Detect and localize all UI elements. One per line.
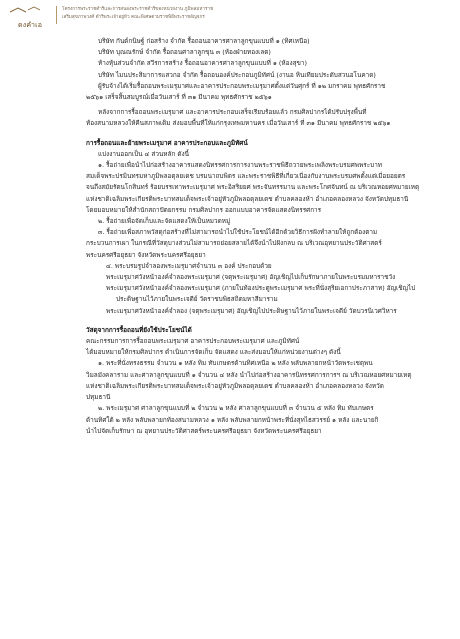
paragraph-line: พระนครศรีอยุธยา จังหวัดพระนครศรีอยุธยา — [86, 250, 206, 259]
paragraph-line: สมเด็จพระปรมินทรมหาภูมิพลอดุลยเดช บรมนาถบพิตร และพระราชพิธีที่เกี่ยวเนื่องกับงานพระบรมศพตั้งแต่เมื่อยอยตร — [86, 172, 406, 181]
paragraph-line: ๒๕๖๑ เสร็จสิ้นสมบูรณ์เมื่อวันเสาร์ ที่ ๓๑ มีนาคม พุทธศักราช ๒๕๖๑ — [86, 93, 272, 102]
header-subtitle-line2: เสริมสุขภาพวงศ์ ดำริพระเจ้าอยู่หัว คณะพิเศษตามราชพิธีพระราชลัญจกร — [62, 15, 205, 20]
paragraph-line: นำไปจัดเก็บรักษา ณ อุทยานประวัติศาสตร์พระนครศรีอยุธยา จังหวัดพระนครศรีอยุธยา — [86, 426, 322, 435]
paragraph-line: ๑. รื้อถ่ายเพื่อนำไปก่อสร้างอาคารแสดงนิทรรศการการงานพระราชพิธีถวายพระเพลิงพระบรมศพพระบาท — [98, 161, 383, 170]
section-heading: การรื้อถอนและย้ายพระเมรุมาศ อาคารประกอบและภูมิทัศน์ — [86, 138, 248, 147]
logo — [8, 6, 54, 28]
paragraph-line: โดยมอบหมายให้สำนักสถาปัตยกรรม กรมศิลปากร ออกแบบอาคารจัดแสดงนิทรรศการ — [86, 205, 322, 214]
paragraph-line: ๒. รื้อถ่ายเพื่อจัดเก็บและจัดแสดงให้เป็นหมวดหมู่ — [98, 217, 231, 226]
page-header — [0, 0, 460, 30]
paragraph-line: แห่งชาติเฉลิมพระเกียรติพระบาทสมเด็จพระเจ้าอยู่หัวภูมิพลอดุลยเดช ตำบลคลองห้า อำเภอคลองหลวง จังหวัดปทุมธานี — [86, 194, 409, 203]
paragraph-line: ๑. พระที่นั่งทรงธรรม จำนวน ๑ หลัง ทิม ทับเกษตรด้านทิศเหนือ ๒ หลัง พลับพลายกหน้าวัดพระเชตุพน — [98, 359, 373, 368]
header-divider — [56, 6, 57, 24]
paragraph-line: คณะกรรมการการรื้อถอนพระเมรุมาศ อาคารประกอบพระเมรุมาศ และภูมิทัศน์ — [86, 337, 300, 346]
paragraph-line: ห้างหุ้นส่วนจำกัด สวีรการสร้าง รื้อถอนอาคารศาลาลูกขุนแบบที่ ๑ (ห้องสุขา) — [98, 59, 307, 68]
paragraph-line: แบ่งงานออกเป็น ๔ ส่วนหลัก ดังนี้ — [98, 149, 189, 158]
paragraph-line: ได้มอบหมายให้กรมศิลปากร ดำเนินการจัดเก็บ จัดแสดง และส่งมอบให้แก่หน่วยงานต่างๆ ดังนี้ — [86, 348, 341, 357]
paragraph-line: บริษัท กันต์กนิษฐ์ ก่อสร้าง จำกัด รื้อถอนอาคารศาลาลูกขุนแบบที่ ๑ (ทิศเหนือ) — [98, 37, 310, 45]
paragraph-line: พระเมรุมาศวังหน้าองค์จำลองพระเมรุมาศ (จตุพระเมรุมาศ) อัญเชิญไปเก็บรักษาภายในพระบรมมหาราชวัง — [106, 273, 396, 282]
paragraph-line: ด้านทิศใต้ ๒ หลัง พลับพลายกท้องสนามหลวง ๑ หลัง พลับพลายกหน้าพระที่นั่งสุทไธสวรรย์ ๑ หลัง และนายกิ — [86, 415, 379, 424]
section-heading: วัสดุจากการรื้อถอนที่ยังใช้ประโยชน์ได้ — [86, 325, 192, 334]
paragraph-line: กระบวนการเผา ในกรณีที่วัสดุบางส่วนไม่สามารถย่อยสลายได้จึงนำไปฝังกลบ ณ บริเวณอุทยานประวัติศาสตร์ — [86, 239, 382, 248]
paragraph-line: หลังจากการรื้อถอนพระเมรุมาศ และอาคารประกอบเสร็จเรียบร้อยแล้ว กรมศิลปากรได้ปรับปรุงพื้นที่ — [98, 108, 367, 117]
logo-text: ดงคำเอ — [18, 21, 43, 29]
paragraph-line: พระเมรุมาศวังหน้าองค์จำลอง (จตุพระเมรุมาศ) อัญเชิญไปประดิษฐานไว้ภายในพระเจดีย์ วัดบวรนิเวศวิหาร — [106, 306, 397, 315]
paragraph-line: บริษัท ไมนประสิมาการแสวกอ จำกัด รื้อถอนองค์ประกอบภูมิทัศน์ (งานอ หินเทียมประดับสวนอโนคาด) — [98, 70, 376, 79]
spacer — [86, 130, 430, 134]
document-body — [86, 36, 430, 437]
spacer — [86, 317, 430, 321]
paragraph-line: ๔. พระบรมรูปจำลองพระเมรุมาศจำนวน ๓ องค์ ประกอบด้วย — [106, 261, 272, 270]
paragraph-line: ๒. พระเมรุมาศ ศาลาลูกขุนแบบที่ ๒ จำนวน ๒ หลัง ศาลาลูกขุนแบบที่ ๓ จำนวน ๕ หลัง ทิม ทับเกษตร — [98, 404, 374, 413]
paragraph-line: พระเมรุมาศวังหน้าองค์จำลองพระเมรุมาศ (ภายในท้องประตูพระเมรุมาศ พระที่นั่งสุริยเอกาประภาสาท) อัญเชิญไป — [106, 284, 416, 293]
paragraph-line: แห่งชาติเฉลิมพระเกียรติพระบาทสมเด็จพระเจ้าอยู่หัวภูมิพลอดุลยเดช ตำบลคลองห้า อำเภอคลองหลวง จังหวัด — [86, 381, 384, 390]
paragraph-line: ประดิษฐานไว้ภายในพระเจดีย์ วัดราชบพิธสถิตมหาสีมาราม — [116, 295, 278, 304]
paragraph-line: ผู้รับจ้างได้เริ่มรื้อถอนพระเมรุมาศและอาคารประกอบพระเมรุมาศตั้งแต่วันศุกร์ ที่ ๑๒ มกราคม พุทธศักราช — [98, 81, 386, 90]
paragraph-line: จนถึงสมัยรัตนโกสินทร์ ร้อยบรรเทาพระเมรุมาศ พระอิสริยยศ พระจันทรรมาน และพระโกศจันทน์ ณ บริเวณหอยศหมายเหตุ — [86, 183, 420, 192]
paragraph-line: ปทุมธานี — [86, 393, 111, 402]
paragraph-line: บริษัท บุณณรักษ์ จำกัด รื้อถอนศาลาลูกขุน ๓ (ห้องฝ่ายทองเลต) — [98, 48, 271, 57]
header-subtitle-line1: โครงการพระราชดำริและการสนองพระราชดำริของหน่วยงาน ภูมิพลมหาราช — [62, 7, 214, 12]
paragraph-line: ๓. รื้อถ่ายเพื่อสภาพวัสดุก่อสร้างที่ไม่สามารถนำไปใช้ประโยชน์ได้อีกด้วยวิธีการฝังทำลายให้ถูกต้องตาม — [98, 228, 378, 237]
paragraph-line: ท้องสนามหลวงให้คืนสภาพเดิม ส่งมอบพื้นที่ให้แก่กรุงเทพมหานคร เมื่อวันเสาร์ ที่ ๓๑ มีนาคม พุทธศักราช ๒๕๖๑ — [86, 119, 391, 128]
paragraph-line: วิมลมังคลาราม และศาลาลูกขุนแบบที่ ๑ จำนวน ๔ หลัง นำไปก่อสร้างอาคารนิทรรศการการฯ ณ บริเวณหอยศหมายเหตุ — [86, 370, 412, 379]
